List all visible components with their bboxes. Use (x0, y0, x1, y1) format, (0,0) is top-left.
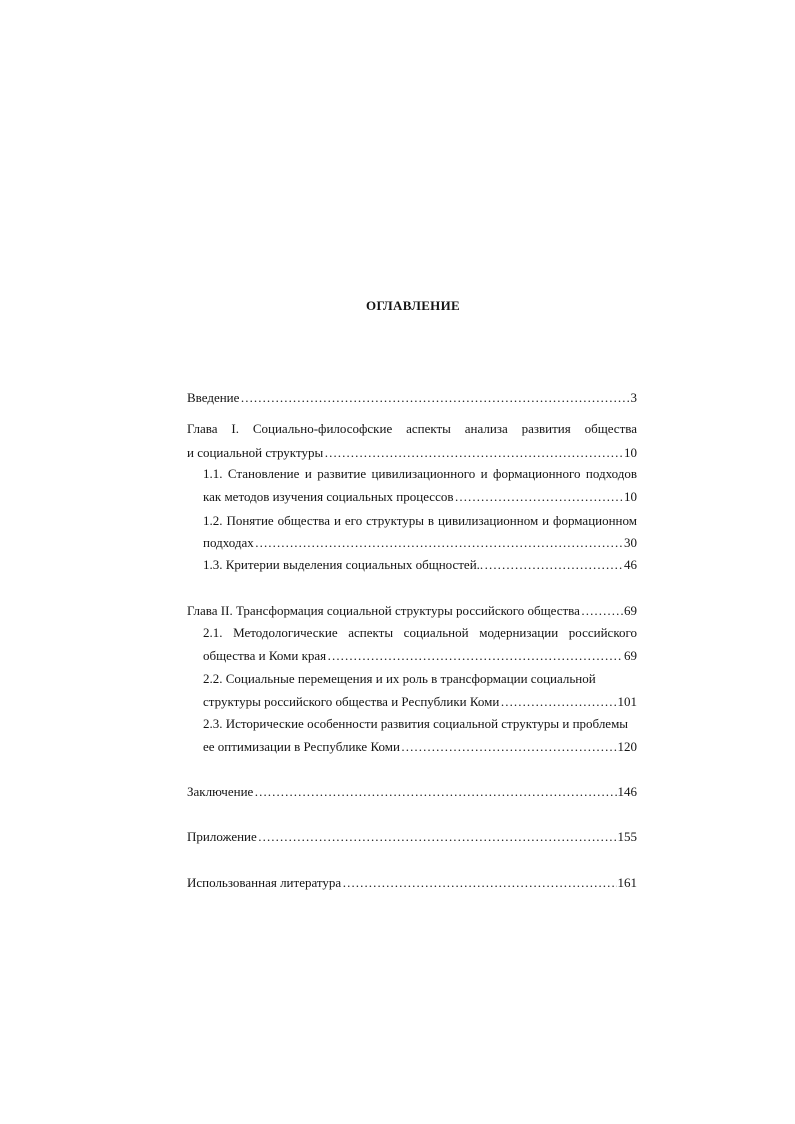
toc-entry-intro (187, 390, 637, 406)
toc-section-2-2-line1: 2.2. Социальные перемещения и их роль в трансформации социальной (203, 671, 596, 686)
toc-leader-dots (500, 694, 616, 710)
toc-leader-dots (324, 445, 623, 461)
toc-entry-intro-text: Введение (187, 390, 240, 405)
toc-section-1-3-text: 1.3. Критерии выделения социальных общностей.. (203, 557, 484, 572)
toc-section-2-3-page: 120 (617, 739, 637, 754)
toc-chapter1-line2 (187, 445, 637, 461)
toc-section-1-2-page: 30 (624, 535, 637, 550)
toc-entry-literature-page: 161 (617, 875, 637, 890)
toc-section-1-1-page: 10 (624, 489, 637, 504)
toc-entry-intro-page: 3 (630, 390, 637, 405)
toc-section-1-3 (203, 557, 637, 573)
toc-leader-dots (327, 648, 623, 664)
toc-section-2-3-text: ее оптимизации в Республике Коми (203, 739, 400, 754)
toc-entry-literature (187, 875, 637, 891)
toc-section-2-1-page: 69 (624, 648, 637, 663)
toc-leader-dots (254, 784, 616, 800)
toc-section-1-1-line2 (203, 489, 637, 505)
toc-section-2-2-line2 (203, 694, 637, 710)
toc-section-1-2-line1: 1.2. Понятие общества и его структуры в цивилизационном и формационном (203, 513, 637, 528)
toc-section-2-2-text: структуры российского общества и Республики Коми (203, 694, 500, 709)
toc-leader-dots (581, 603, 623, 619)
toc-chapter1-page: 10 (624, 445, 637, 460)
toc-section-1-2-line2 (203, 535, 637, 551)
toc-entry-conclusion-text: Заключение (187, 784, 254, 799)
toc-section-2-2-page: 101 (617, 694, 637, 709)
toc-leader-dots (258, 829, 617, 845)
toc-leader-dots (342, 875, 616, 891)
toc-section-2-1-line2 (203, 648, 637, 664)
toc-entry-appendix-text: Приложение (187, 829, 257, 844)
toc-entry-conclusion-page: 146 (617, 784, 637, 799)
toc-leader-dots (484, 557, 623, 573)
toc-section-2-1-line1: 2.1. Методологические аспекты социальной модернизации российского (203, 625, 637, 640)
toc-entry-literature-text: Использованная литература (187, 875, 342, 890)
toc-chapter2 (187, 603, 637, 619)
toc-entry-appendix (187, 829, 637, 845)
toc-section-1-2-text: подходах (203, 535, 254, 550)
toc-section-1-3-page: 46 (624, 557, 637, 572)
toc-section-2-3-line2 (203, 739, 637, 755)
toc-leader-dots (454, 489, 623, 505)
toc-leader-dots (255, 535, 623, 551)
toc-section-2-3-line1: 2.3. Исторические особенности развития социальной структуры и проблемы (203, 716, 629, 731)
toc-chapter2-text: Глава II. Трансформация социальной структуры российского общества (187, 603, 580, 618)
toc-chapter1-line1: Глава I. Социально-философские аспекты анализа развития общества (187, 421, 637, 436)
toc-section-2-1-text: общества и Коми края (203, 648, 327, 663)
toc-chapter2-page: 69 (624, 603, 637, 618)
toc-entry-conclusion (187, 784, 637, 800)
toc-entry-appendix-page: 155 (617, 829, 637, 844)
toc-leader-dots (240, 390, 629, 406)
toc-section-1-1-line1: 1.1. Становление и развитие цивилизационного и формационного подходов (203, 466, 637, 481)
toc-section-1-1-text: как методов изучения социальных процессов (203, 489, 454, 504)
toc-leader-dots (401, 739, 617, 755)
page-title: ОГЛАВЛЕНИЕ (366, 298, 460, 313)
toc-chapter1-text: и социальной структуры (187, 445, 324, 460)
